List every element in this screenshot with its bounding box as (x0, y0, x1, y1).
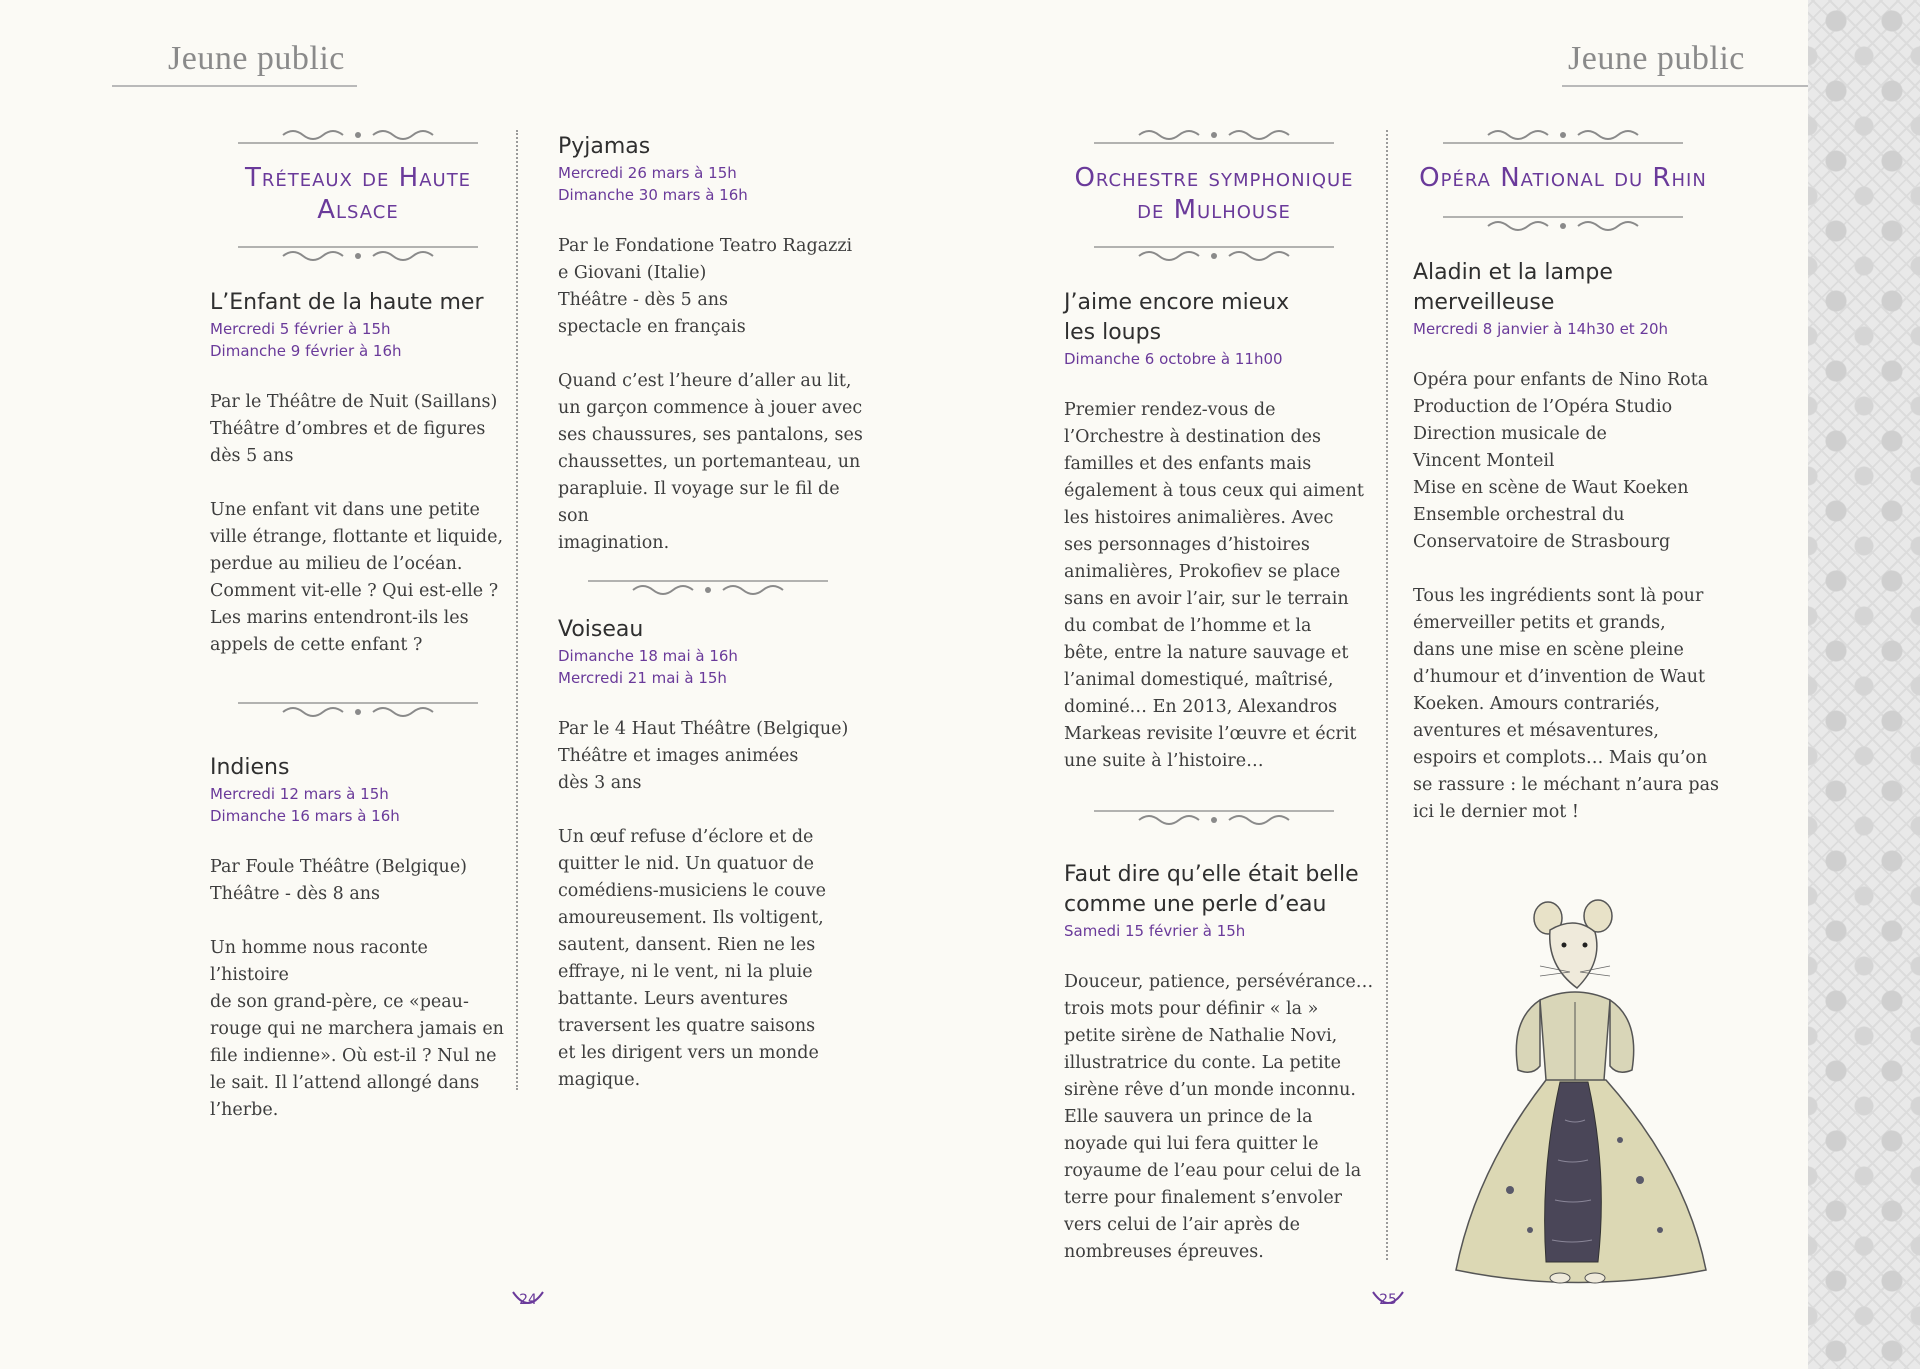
column-separator (516, 130, 518, 1090)
org-title-treteaux: Tréteaux de Haute Alsace (244, 163, 472, 225)
event-block (1413, 258, 1733, 826)
event-date: Mercredi 26 mars à 15h (558, 164, 737, 182)
ornament-divider (1443, 212, 1683, 234)
event-block (210, 288, 510, 659)
running-header-right: Jeune public (1568, 40, 1745, 77)
ornament-divider (588, 576, 828, 598)
event-date: Dimanche 16 mars à 16h (210, 807, 400, 825)
event-date: Mercredi 8 janvier à 14h30 et 20h (1413, 320, 1669, 338)
running-header-left: Jeune public (168, 40, 345, 77)
event-date: Dimanche 6 octobre à 11h00 (1064, 350, 1283, 368)
event-description: Par le 4 Haut Théâtre (Belgique) Théâtre et images animées dès 3 ans Un œuf refuse d’éclore et de quitter le nid. Un quatuor de comédiens-musiciens le couve amoureusement. Ils voltigent, sautent, dansent. Rien ne les effraye, ni le vent, ni la pluie battante. Leurs aventures traversent les quatre saisons et les dirigent vers un monde magique. (558, 719, 849, 1090)
event-block (1064, 288, 1384, 775)
event-title: Voiseau (558, 617, 644, 642)
event-date: Mercredi 12 mars à 15h (210, 785, 389, 803)
event-block (558, 615, 868, 1094)
event-date: Samedi 15 février à 15h (1064, 922, 1246, 940)
ornament-divider (238, 242, 478, 264)
column-separator (1386, 130, 1388, 1260)
event-title: Pyjamas (558, 134, 651, 159)
event-block (210, 753, 510, 1124)
event-date: Dimanche 18 mai à 16h (558, 647, 738, 665)
event-title: merveilleuse (1413, 290, 1555, 315)
event-description: Premier rendez-vous de l’Orchestre à destination des familles et des enfants mais également à tous ceux qui aiment les histoires animalières. Avec ses personnages d’histoires animalières, Prokofiev se place sans en avoir l’air, sur le terrain du combat de l’homme et la bête, entre la nature sauvage et l’animal domestiqué, maîtrisé, dominé… En 2013, Alexandros Markeas revisite l’œuvre et écrit une suite à l’histoire… (1064, 400, 1364, 771)
event-title: J’aime encore mieux (1064, 290, 1290, 315)
org-title-orchestre: Orchestre symphonique de Mulhouse (1074, 163, 1354, 225)
event-date: Mercredi 5 février à 15h (210, 320, 391, 338)
page-number-left: 24 (519, 1292, 537, 1308)
ornament-divider (1094, 242, 1334, 264)
header-rule-left (112, 85, 357, 87)
event-date: Mercredi 21 mai à 15h (558, 669, 727, 687)
event-title: Faut dire qu’elle était belle (1064, 862, 1359, 887)
ornament-divider (1094, 806, 1334, 828)
event-block (558, 132, 868, 557)
event-description: Par le Fondatione Teatro Ragazzi e Giovani (Italie) Théâtre - dès 5 ans spectacle en français Quand c’est l’heure d’aller au lit, un garçon commence à jouer avec ses chaussures, ses pantalons, ses chaussettes, un portemanteau, un parapluie. Il voyage sur le fil de son imagination. (558, 236, 863, 553)
event-description: Par Foule Théâtre (Belgique) Théâtre - dès 8 ans Un homme nous raconte l’histoire de son grand-père, ce «peau- rouge qui ne marchera jamais en file indienne». Où est-il ? Nul ne le sait. Il l’attend allongé dans l’herbe. (210, 857, 504, 1120)
event-title: comme une perle d’eau (1064, 892, 1327, 917)
damask-border-strip (1808, 0, 1920, 1369)
event-date: Dimanche 30 mars à 16h (558, 186, 748, 204)
ornament-divider (238, 698, 478, 720)
ornament-divider (1443, 126, 1683, 148)
event-description: Opéra pour enfants de Nino Rota Production de l’Opéra Studio Direction musicale de Vincent Monteil Mise en scène de Waut Koeken Ensemble orchestral du Conservatoire de Strasbourg Tous les ingrédients sont là pour émerveiller petits et grands, dans une mise en scène pleine d’humour et d’invention de Waut Koeken. Amours contrariés, aventures et mésaventures, espoirs et complots… Mais qu’on se rassure : le méchant n’aura pas ici le dernier mot ! (1413, 370, 1720, 822)
event-description: Douceur, patience, persévérance… trois mots pour définir « la » petite sirène de Nathalie Novi, illustratrice du conte. La petite sirène rêve d’un monde inconnu. Elle sauvera un prince de la noyade qui lui fera quitter le royaume de l’eau pour celui de la terre pour finalement s’envoler vers celui de l’air après de nombreuses épreuves. (1064, 972, 1374, 1262)
event-date: Dimanche 9 février à 16h (210, 342, 402, 360)
event-block (1064, 860, 1384, 1266)
org-title-opera: Opéra National du Rhin (1419, 163, 1707, 193)
page-number-right: 25 (1379, 1292, 1397, 1308)
mouse-in-dress-illustration (1440, 890, 1720, 1290)
event-title: Aladin et la lampe (1413, 260, 1613, 285)
event-title: Indiens (210, 755, 290, 780)
ornament-divider (238, 126, 478, 148)
event-title: L’Enfant de la haute mer (210, 290, 484, 315)
event-description: Par le Théâtre de Nuit (Saillans) Théâtre d’ombres et de figures dès 5 ans Une enfant vit dans une petite ville étrange, flottante et liquide, perdue au milieu de l’océan. Comment vit-elle ? Qui est-elle ? Les marins entendront-ils les appels de cette enfant ? (210, 392, 504, 655)
ornament-divider (1094, 126, 1334, 148)
header-rule-right (1562, 85, 1808, 87)
event-title: les loups (1064, 320, 1162, 345)
